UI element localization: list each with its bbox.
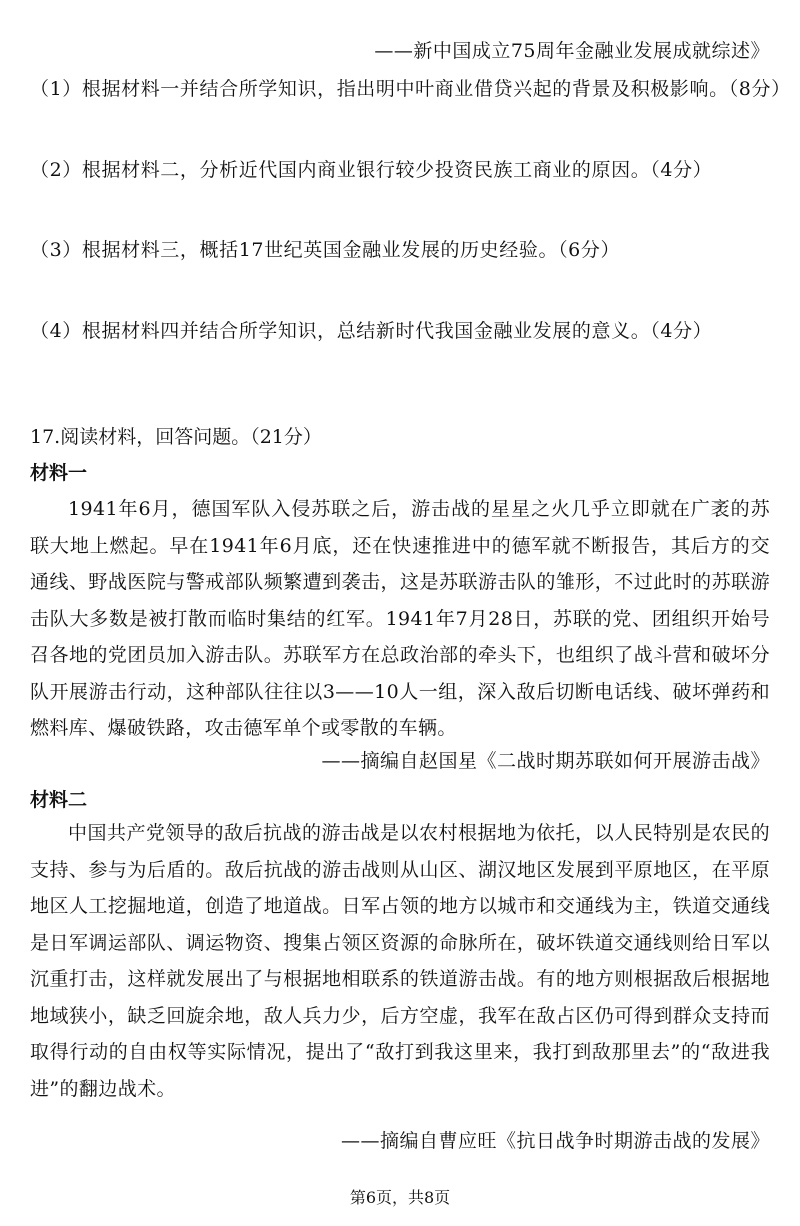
material-2-source: ——摘编自曹应旺《抗日战争时期游击战的发展》	[340, 1130, 770, 1152]
question-1: （1）根据材料一并结合所学知识，指出明中叶商业借贷兴起的背景及积极影响。（8分）	[30, 78, 791, 100]
material-1-label: 材料一	[30, 462, 88, 484]
question-4: （4）根据材料四并结合所学知识，总结新时代我国金融业发展的意义。（4分）	[30, 320, 713, 342]
page-footer: 第6页，共8页	[349, 1188, 451, 1207]
material-2-paragraph: 中国共产党领导的敌后抗战的游击战是以农村根据地为依托，以人民特别是农民的支持、参与为后盾的。敌后抗战的游击战则从山区、湖汉地区发展到平原地区，在平原地区人工挖掘地道，创造了地道战。日军占领的地方以城市和交通线为主，铁道交通线是日军调运部队、调运物资、搜集占领区资源的命脉所在，破坏铁道交通线则给日军以沉重打击，这样就发展出了与根据地相联系的铁道游击战。有的地方则根据敌后根据地地域狭小，缺乏回旋余地，敌人兵力少，后方空虚，我军在敌占区仍可得到群众支持而取得行动的自由权等实际情况，提出了“敌打到我这里来，我打到敌那里去”的“敌进我进”的翻边战术。	[30, 822, 770, 1100]
question-2: （2）根据材料二，分析近代国内商业银行较少投资民族工商业的原因。（4分）	[30, 159, 713, 181]
material-2-label: 材料二	[30, 789, 88, 811]
question-3: （3）根据材料三，概括17世纪英国金融业发展的历史经验。（6分）	[30, 239, 621, 261]
material-2-text-block	[30, 815, 770, 1107]
material-1-paragraph: 1941年6月，德国军队入侵苏联之后，游击战的星星之火几乎立即就在广袤的苏联大地上燃起。早在1941年6月底，还在快速推进中的德军就不断报告，其后方的交通线、野战医院与警戒部队频繁遭到袭击，这是苏联游击队的雏形，不过此时的苏联游击队大多数是被打散而临时集结的红军。1941年7月28日，苏联的党、团组织开始号召各地的党团员加入游击队。苏联军方在总政治部的牵头下，也组织了战斗营和破坏分队开展游击行动，这种部队往往以3——10人一组，深入敌后切断电话线、破坏弹药和燃料库、爆破铁路，攻击德军单个或零散的车辆。	[30, 498, 770, 739]
material-1-source: ——摘编自赵国星《二战时期苏联如何开展游击战》	[321, 750, 770, 772]
q17-heading: 17.阅读材料，回答问题。（21分）	[30, 426, 322, 448]
material-1-text-block	[30, 491, 770, 747]
top-source-citation: ——新中国成立75周年金融业发展成就综述》	[374, 40, 770, 62]
